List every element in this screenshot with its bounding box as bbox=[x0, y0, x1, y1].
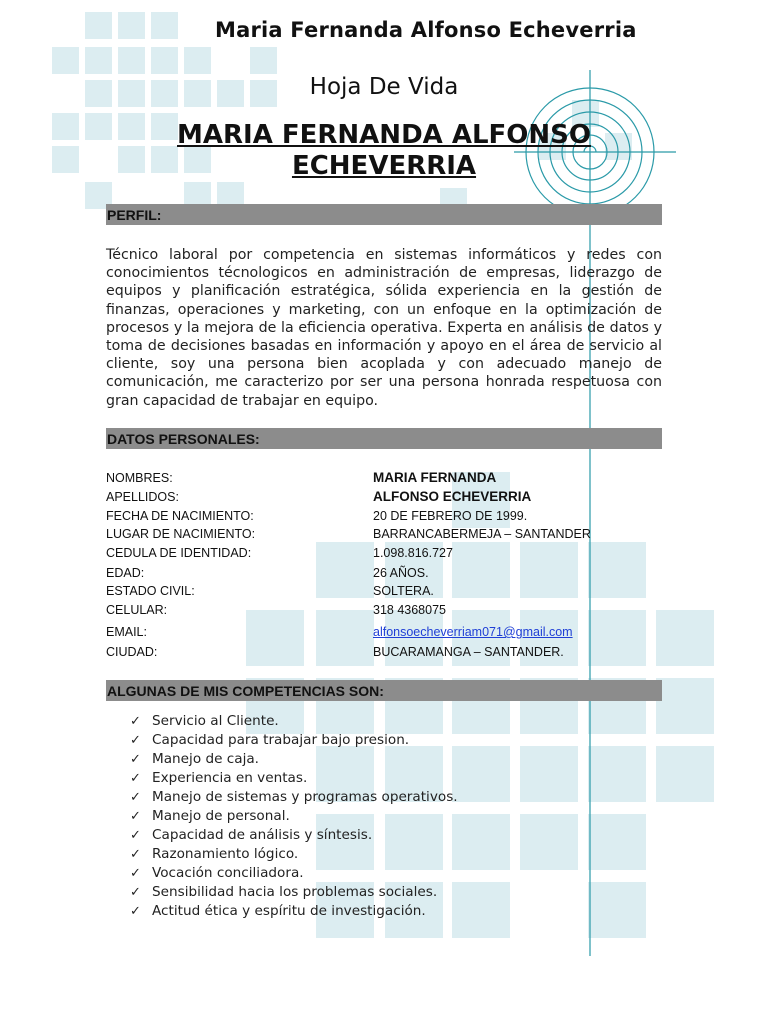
list-item-text: Manejo de sistemas y programas operativos. bbox=[152, 789, 458, 805]
label-fecha-nacimiento: FECHA DE NACIMIENTO: bbox=[106, 509, 254, 523]
main-title-line-1: MARIA FERNANDA ALFONSO bbox=[177, 120, 591, 150]
list-item bbox=[130, 845, 458, 864]
list-item-text: Actitud ética y espíritu de investigación. bbox=[152, 903, 426, 919]
list-item-text: Manejo de caja. bbox=[152, 751, 259, 767]
value-cedula: 1.098.816.727 bbox=[373, 546, 453, 560]
list-item-text: Experiencia en ventas. bbox=[152, 770, 308, 786]
profile-paragraph: Técnico laboral por competencia en sistemas informáticos y redes con conocimientos técnologicos en administración de empresas, liderazgo de equipos y planificación estratégica, sólida experiencia en la gestión de finanzas, operaciones y marketing, con un enfoque en la optimización de procesos y la mejora de la eficiencia operativa. Experta en análisis de datos y toma de decisiones basadas en información y apoyo en el área de servicio al cliente, soy una persona bien acoplada y con adecuado manejo de comunicación, me caracterizo por ser una persona honrada respetuosa con gran capacidad de trabajar en equipo. bbox=[106, 247, 662, 409]
value-edad: 26 AÑOS. bbox=[373, 566, 429, 580]
main-title bbox=[144, 120, 624, 182]
check-icon: ✓ bbox=[130, 790, 141, 805]
label-cedula: CEDULA DE IDENTIDAD: bbox=[106, 546, 252, 560]
value-lugar-nacimiento: BARRANCABERMEJA – SANTANDER bbox=[373, 527, 591, 541]
header-name: Maria Fernanda Alfonso Echeverria bbox=[215, 18, 637, 42]
value-estado-civil: SOLTERA. bbox=[373, 584, 434, 598]
check-icon: ✓ bbox=[130, 771, 141, 786]
check-icon: ✓ bbox=[130, 828, 141, 843]
section-heading-competencias: ALGUNAS DE MIS COMPETENCIAS SON: bbox=[106, 680, 662, 701]
list-item bbox=[130, 826, 458, 845]
list-item bbox=[130, 807, 458, 826]
label-nombres: NOMBRES: bbox=[106, 471, 173, 485]
list-item-text: Manejo de personal. bbox=[152, 808, 290, 824]
list-item-text: Capacidad de análisis y síntesis. bbox=[152, 827, 373, 843]
list-item bbox=[130, 750, 458, 769]
check-icon: ✓ bbox=[130, 733, 141, 748]
label-celular: CELULAR: bbox=[106, 603, 168, 617]
label-ciudad: CIUDAD: bbox=[106, 645, 158, 659]
label-estado-civil: ESTADO CIVIL: bbox=[106, 584, 195, 598]
list-item-text: Vocación conciliadora. bbox=[152, 865, 304, 881]
email-link[interactable]: alfonsoecheverriam071@gmail.com bbox=[373, 625, 573, 639]
list-item bbox=[130, 731, 458, 750]
check-icon: ✓ bbox=[130, 904, 141, 919]
resume-content bbox=[52, 12, 716, 956]
check-icon: ✓ bbox=[130, 866, 141, 881]
label-lugar-nacimiento: LUGAR DE NACIMIENTO: bbox=[106, 527, 256, 541]
value-apellidos: ALFONSO ECHEVERRIA bbox=[373, 489, 532, 504]
list-item-text: Capacidad para trabajar bajo presion. bbox=[152, 732, 410, 748]
value-fecha-nacimiento: 20 DE FEBRERO DE 1999. bbox=[373, 509, 528, 523]
label-edad: EDAD: bbox=[106, 566, 145, 580]
section-heading-datos-personales: DATOS PERSONALES: bbox=[106, 428, 662, 449]
label-apellidos: APELLIDOS: bbox=[106, 490, 179, 504]
list-item bbox=[130, 864, 458, 883]
value-celular: 318 4368075 bbox=[373, 603, 446, 617]
section-heading-perfil: PERFIL: bbox=[106, 204, 662, 225]
list-item-text: Razonamiento lógico. bbox=[152, 846, 299, 862]
label-email: EMAIL: bbox=[106, 625, 147, 639]
list-item-text: Servicio al Cliente. bbox=[152, 713, 279, 729]
check-icon: ✓ bbox=[130, 714, 141, 729]
competencias-list bbox=[130, 712, 458, 921]
value-ciudad: BUCARAMANGA – SANTANDER. bbox=[373, 645, 564, 659]
check-icon: ✓ bbox=[130, 809, 141, 824]
check-icon: ✓ bbox=[130, 752, 141, 767]
list-item bbox=[130, 769, 458, 788]
resume-page bbox=[52, 12, 716, 956]
list-item bbox=[130, 788, 458, 807]
main-title-line-2: ECHEVERRIA bbox=[291, 151, 477, 181]
check-icon: ✓ bbox=[130, 847, 141, 862]
value-nombres: MARIA FERNANDA bbox=[373, 470, 497, 485]
check-icon: ✓ bbox=[130, 885, 141, 900]
list-item-text: Sensibilidad hacia los problemas sociales. bbox=[152, 884, 438, 900]
document-subtitle: Hoja De Vida bbox=[309, 74, 459, 100]
list-item bbox=[130, 883, 458, 902]
list-item bbox=[130, 712, 458, 731]
list-item bbox=[130, 902, 458, 921]
